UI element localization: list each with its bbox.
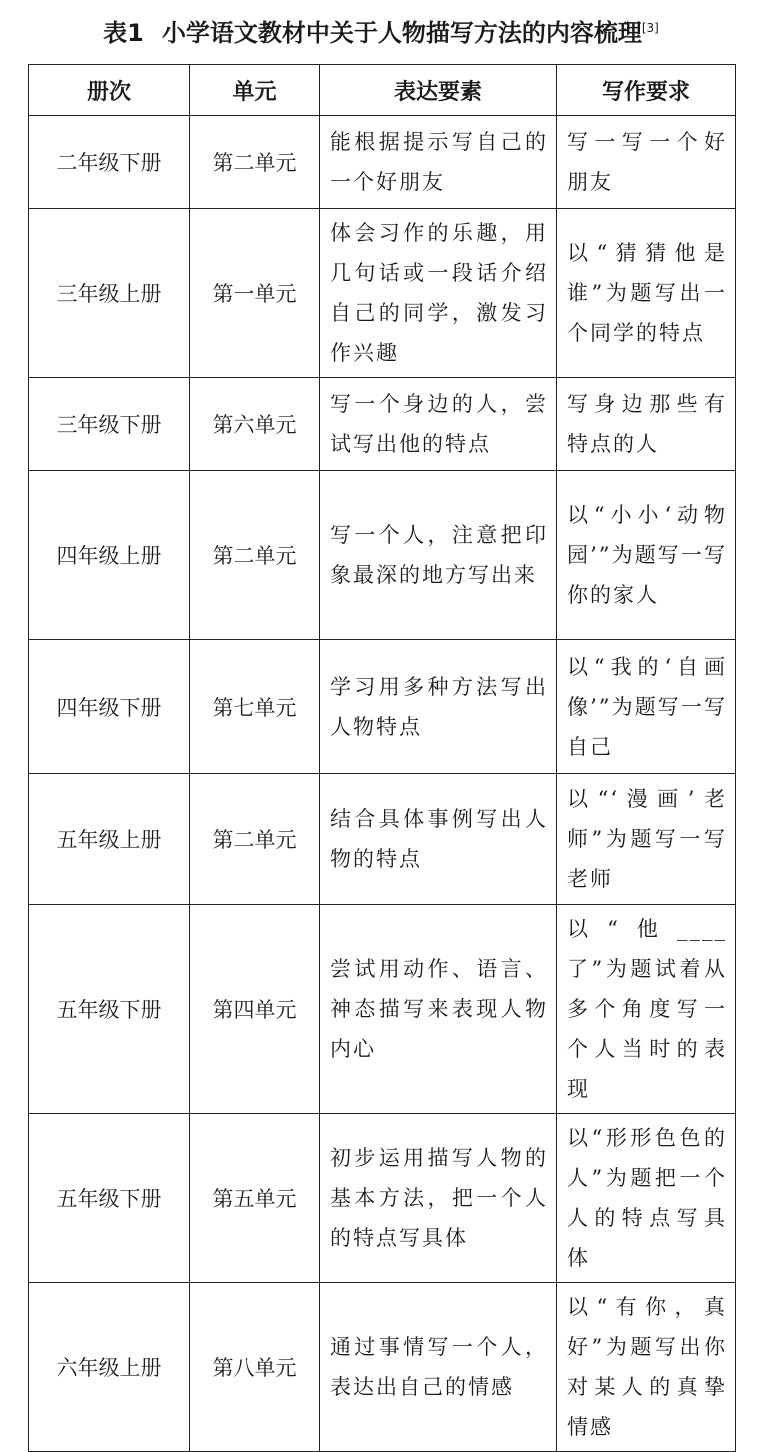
table-title: 小学语文教材中关于人物描写方法的内容梳理: [161, 19, 642, 47]
cell-element: 尝试用动作、语言、神态描写来表现人物内心: [320, 905, 557, 1114]
cell-element: 写一个人，注意把印象最深的地方写出来: [320, 471, 557, 640]
cell-grade: 二年级下册: [29, 116, 190, 209]
cell-grade: 五年级下册: [29, 1114, 190, 1283]
cell-unit: 第七单元: [190, 640, 320, 774]
cell-element: 结合具体事例写出人物的特点: [320, 774, 557, 905]
header-requirement: 写作要求: [557, 65, 736, 116]
cell-grade: 四年级上册: [29, 471, 190, 640]
cell-unit: 第二单元: [190, 116, 320, 209]
table-row: [29, 471, 736, 640]
table-label: 表1: [103, 19, 144, 47]
table-row: [29, 378, 736, 471]
cell-grade: 三年级下册: [29, 378, 190, 471]
header-unit: 单元: [190, 65, 320, 116]
cell-requirement: 以“‘漫画’老师”为题写一写老师: [557, 774, 736, 905]
cell-unit: 第五单元: [190, 1114, 320, 1283]
cell-grade: 六年级上册: [29, 1283, 190, 1452]
cell-requirement: 以“他____了”为题试着从多个角度写一个人当时的表现: [557, 905, 736, 1114]
cell-element: 学习用多种方法写出人物特点: [320, 640, 557, 774]
table-row: [29, 1283, 736, 1452]
cell-grade: 五年级下册: [29, 905, 190, 1114]
cell-element: 写一个身边的人，尝试写出他的特点: [320, 378, 557, 471]
cell-requirement: 以“形形色色的人”为题把一个人的特点写具体: [557, 1114, 736, 1283]
cell-element: 能根据提示写自己的一个好朋友: [320, 116, 557, 209]
header-element: 表达要素: [320, 65, 557, 116]
table-header-row: [29, 65, 736, 116]
cell-unit: 第一单元: [190, 209, 320, 378]
header-grade: 册次: [29, 65, 190, 116]
cell-requirement: 以“有你，真好”为题写出你对某人的真挚情感: [557, 1283, 736, 1452]
table-row: [29, 209, 736, 378]
table-row: [29, 1114, 736, 1283]
table-row: [29, 640, 736, 774]
cell-requirement: 写身边那些有特点的人: [557, 378, 736, 471]
table-row: [29, 774, 736, 905]
table-caption: [0, 18, 762, 48]
cell-requirement: 以“猜猜他是谁”为题写出一个同学的特点: [557, 209, 736, 378]
cell-element: 通过事情写一个人，表达出自己的情感: [320, 1283, 557, 1452]
cell-element: 体会习作的乐趣，用几句话或一段话介绍自己的同学，激发习作兴趣: [320, 209, 557, 378]
cell-grade: 五年级上册: [29, 774, 190, 905]
cell-unit: 第四单元: [190, 905, 320, 1114]
cell-grade: 三年级上册: [29, 209, 190, 378]
content-table: [28, 64, 736, 1452]
citation-ref: [3]: [641, 21, 659, 35]
cell-requirement: 写一写一个好朋友: [557, 116, 736, 209]
cell-unit: 第二单元: [190, 774, 320, 905]
cell-requirement: 以“小小‘动物园’”为题写一写你的家人: [557, 471, 736, 640]
cell-unit: 第八单元: [190, 1283, 320, 1452]
cell-unit: 第六单元: [190, 378, 320, 471]
table-row: [29, 905, 736, 1114]
cell-requirement: 以“我的‘自画像’”为题写一写自己: [557, 640, 736, 774]
cell-unit: 第二单元: [190, 471, 320, 640]
cell-grade: 四年级下册: [29, 640, 190, 774]
cell-element: 初步运用描写人物的基本方法，把一个人的特点写具体: [320, 1114, 557, 1283]
table-row: [29, 116, 736, 209]
